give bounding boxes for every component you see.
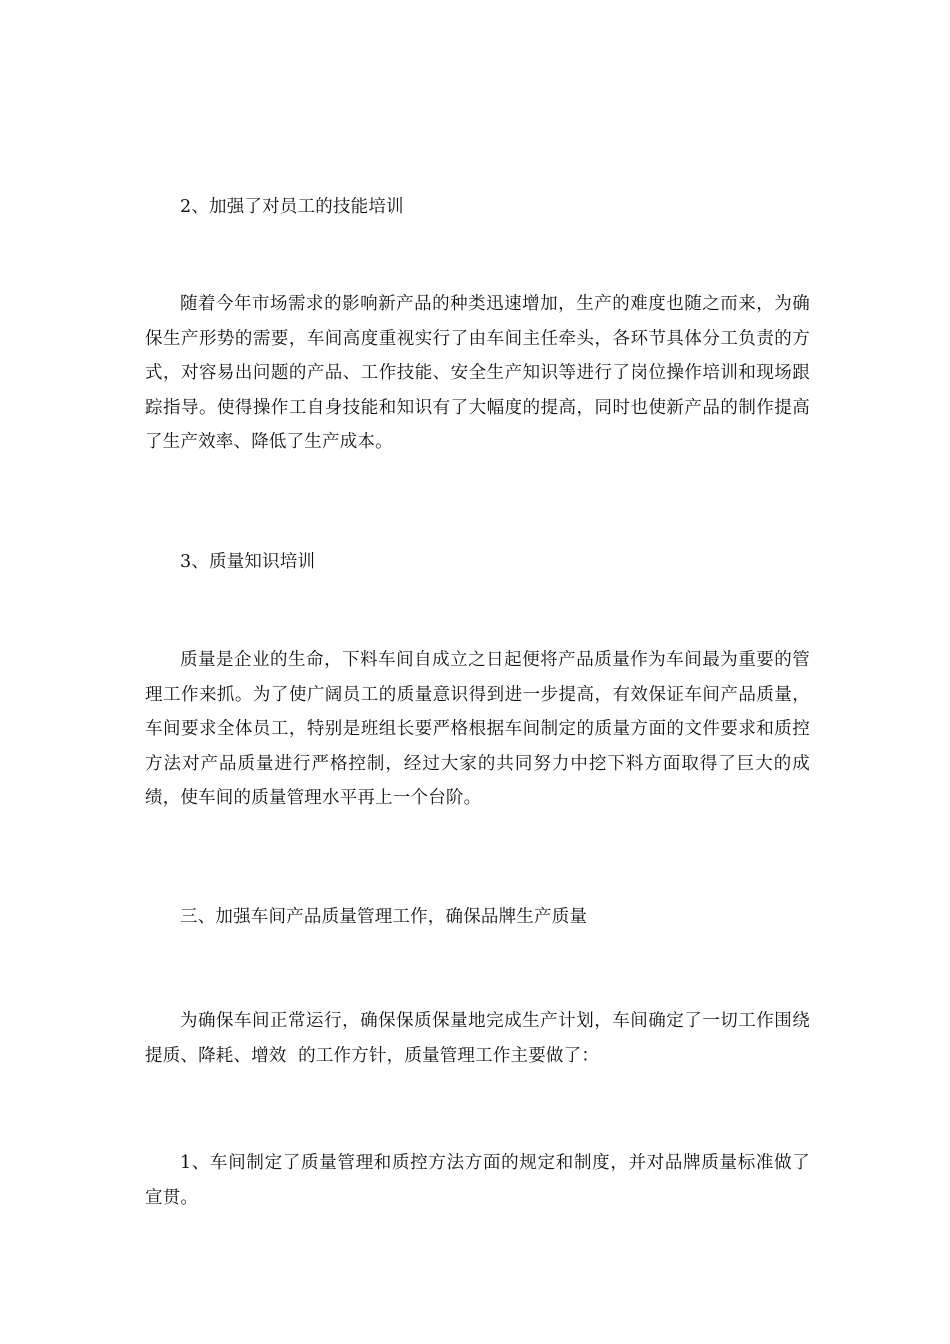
paragraph-quality-training: 质量是企业的生命，下料车间自成立之日起便将产品质量作为车间最为重要的管理工作来抓。为了使广阔员工的质量意识得到进一步提高，有效保证车间产品质量，车间要求全体员工，特别是班组长要严格根据车间制定的质量方面的文件要求和质控方法对产品质量进行严格控制，经过大家的共同努力中挖下料方面取得了巨大的成绩，使车间的质量管理水平再上一个台阶。 (145, 650, 810, 808)
section-heading-quality-management: 三、加强车间产品质量管理工作，确保品牌生产质量 (180, 907, 588, 927)
section-heading-quality-training: 3、质量知识培训 (180, 552, 316, 572)
paragraph-quality-management-intro: 为确保车间正常运行，确保保质保量地完成生产计划，车间确定了一切工作围绕 提质、降耗、增效 的工作方针，质量管理工作主要做了： (145, 1011, 822, 1066)
section-heading-skill-training: 2、加强了对员工的技能培训 (180, 197, 404, 217)
paragraph-skill-training: 随着今年市场需求的影响新产品的种类迅速增加，生产的难度也随之而来，为确保生产形势的需要，车间高度重视实行了由车间主任牵头，各环节具体分工负责的方式，对容易出问题的产品、工作技能、安全生产知识等进行了岗位操作培训和现场跟踪指导。使得操作工自身技能和知识有了大幅度的提高，同时也使新产品的制作提高了生产效率、降低了生产成本。 (145, 294, 810, 452)
paragraph-quality-rules: 1、车间制定了质量管理和质控方法方面的规定和制度，并对品牌质量标准做了宣贯。 (145, 1153, 810, 1208)
